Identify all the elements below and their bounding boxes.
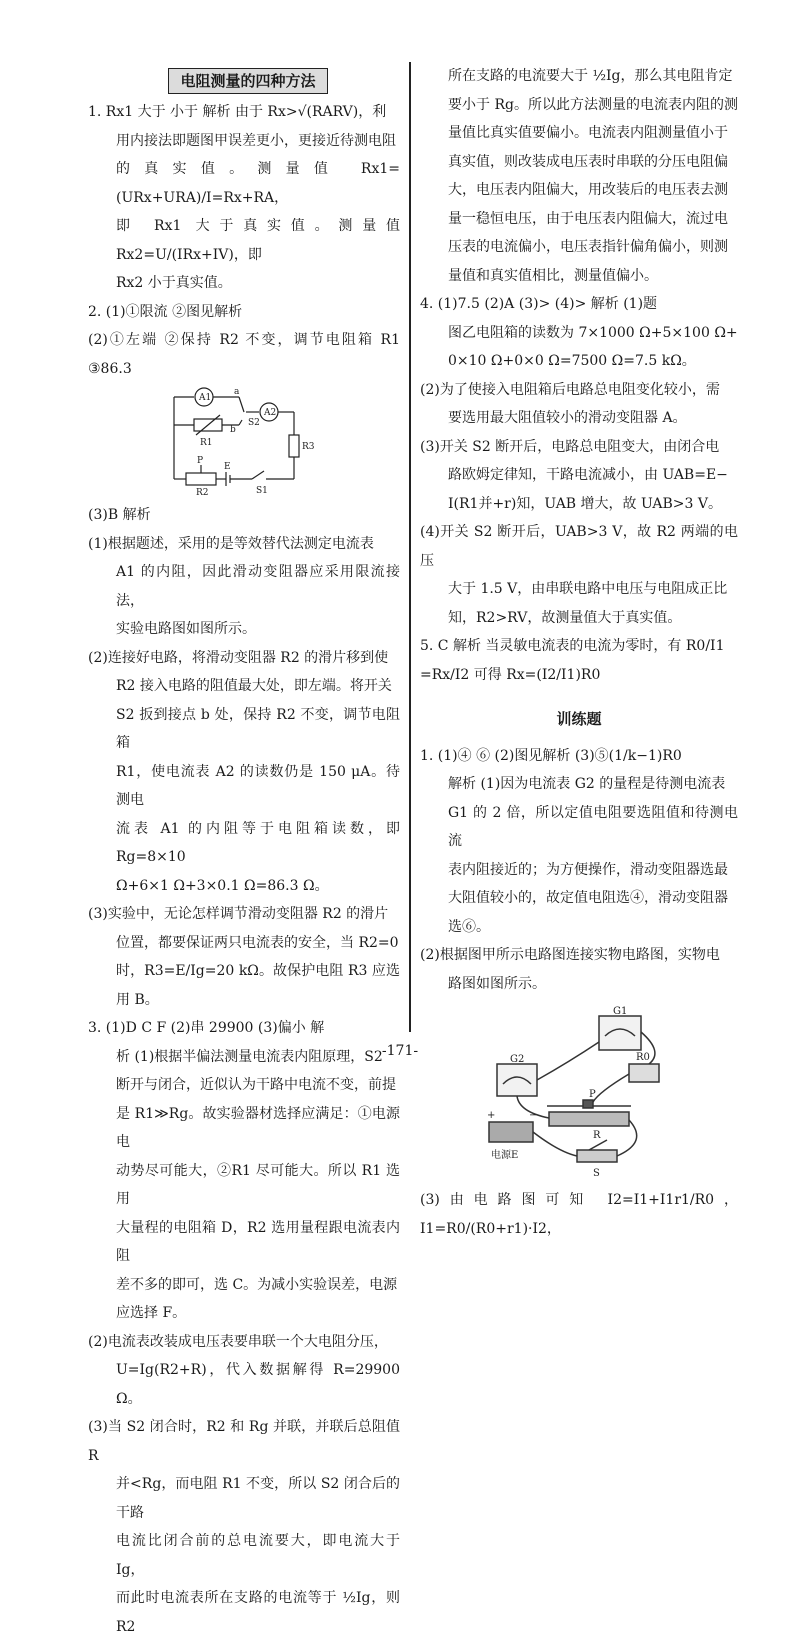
text-line: 压表的电流偏小，电压表指针偏角偏小，则测 [448, 239, 728, 255]
text-line: 要选用最大阻值较小的滑动变阻器 A。 [448, 410, 687, 426]
text-line: 差不多的即可，选 C。为减小实验误差，电源 [116, 1276, 398, 1293]
answer-3 [88, 1014, 400, 1641]
text-line: 量值比真实值要偏小。电流表内阻测量值小于 [448, 125, 728, 141]
text-line: (2)连接好电路，将滑动变阻器 R2 的滑片移到使 [88, 649, 389, 666]
text-line: 并<Rg，而电阻 R1 不变，所以 S2 闭合后的干路 [116, 1476, 400, 1521]
text-line: 大于 1.5 V，由串联电路中电压与电阻成正比 [448, 581, 728, 597]
resistor-r1-label: R1 [200, 438, 213, 448]
text-line: (3)由电路图可知 I2=I1+I1r1/R0，I1=R0/(R0+r1)·I2， [420, 1192, 738, 1237]
text-line: (2)根据图甲所示电路图连接实物电路图，实物电 [420, 947, 720, 963]
text-line: (2)为了使接入电阻箱后电路总电阻变化较小，需 [420, 381, 720, 398]
text-line: (1)根据题述，采用的是等效替代法测定电流表 [88, 535, 374, 552]
answer-4 [420, 290, 738, 632]
text-line: U=Ig(R2+R)，代入数据解得 R=29900 Ω。 [116, 1362, 400, 1407]
battery-e-label: E [224, 462, 231, 472]
text-line: 而此时电流表所在支路的电流等于 ½Ig，则 R2 [116, 1590, 400, 1635]
text-line: 0×10 Ω+0×0 Ω=7500 Ω=7.5 kΩ。 [448, 353, 696, 369]
text-line: 要小于 Rg。所以此方法测量的电流表内阻的测 [448, 96, 738, 113]
text-line: 电流比闭合前的总电流要大，即电流大于 Ig， [116, 1533, 400, 1578]
text-line: 选⑥。 [448, 918, 490, 935]
meter-g2-label: G2 [510, 1054, 525, 1065]
text-line: (3)开关 S2 断开后，电路总电阻变大，由闭合电 [420, 438, 720, 455]
answer-3-continued [420, 62, 738, 290]
answer-2 [88, 298, 400, 1015]
text-line: 5. C 解析 当灵敏电流表的电流为零时，有 R0/I1 [420, 638, 725, 654]
slider-p-label: P [589, 1089, 596, 1100]
text-line: Rx2 小于真实值。 [116, 275, 232, 291]
rheostat-r-label: R [593, 1130, 601, 1141]
text-line: 是 R1≫Rg。故实验器材选择应满足：①电源电 [116, 1105, 400, 1150]
text-line: 应选择 F。 [116, 1305, 187, 1321]
text-line: 量一稳恒电压，由于电压表内阻偏大，流过电 [448, 210, 728, 227]
text-line: 实验电路图如图所示。 [116, 621, 256, 637]
switch-s2-label: S2 [248, 418, 260, 428]
text-line: S2 扳到接点 b 处，保持 R2 不变，调节电阻箱 [116, 706, 400, 751]
ammeter-a2-label: A2 [264, 408, 277, 418]
text-line: 大阻值较小的，故定值电阻选④，滑动变阻器 [448, 890, 728, 906]
text-line: 真实值，则改装成电压表时串联的分压电阻偏 [448, 153, 728, 170]
resistor-r0-label: R0 [636, 1052, 650, 1063]
text-line: 位置，都要保证两只电流表的安全，当 R2=0 [116, 934, 399, 951]
column-divider [409, 62, 411, 1032]
text-line: 图乙电阻箱的读数为 7×1000 Ω+5×100 Ω+ [448, 324, 738, 341]
text-line: (3)实验中，无论怎样调节滑动变阻器 R2 的滑片 [88, 906, 389, 922]
text-line: G1 的 2 倍，所以定值电阻要选阻值和待测电流 [448, 804, 738, 849]
circuit-diagram [164, 387, 324, 497]
text-line: 3. (1)D C F (2)串 29900 (3)偏小 解 [88, 1020, 325, 1036]
text-line: 4. (1)7.5 (2)A (3)> (4)> 解析 (1)题 [420, 296, 658, 312]
text-line: Ω+6×1 Ω+3×0.1 Ω=86.3 Ω。 [116, 877, 329, 894]
training-answer-1 [420, 742, 738, 1244]
slider-p-label: P [197, 456, 204, 466]
training-section-title: 训练题 [556, 710, 602, 728]
text-line: 所在支路的电流要大于 ½Ig，那么其电阻肯定 [448, 68, 733, 84]
text-line: (3)当 S2 闭合时，R2 和 Rg 并联，并联后总阻值 R [88, 1419, 400, 1464]
text-line: (3)B 解析 [88, 507, 151, 523]
text-line: 动势尽可能大，②R1 尽可能大。所以 R1 选用 [116, 1162, 400, 1207]
text-line: 知，R2>RV，故测量值大于真实值。 [448, 609, 682, 626]
text-line: 2. (1)①限流 ②图见解析 [88, 303, 243, 320]
text-line: 用内接法即题图甲误差更小，更接近待测电阻 [116, 132, 396, 149]
right-column [420, 62, 738, 1243]
text-line: 表内阻接近的；为方便操作，滑动变阻器选最 [448, 861, 728, 878]
text-line: 时，R3=E/Ig=20 kΩ。故保护电阻 R3 应选用 B。 [116, 963, 400, 1008]
battery-plus-label: + [487, 1110, 496, 1121]
node-b-label: b [230, 425, 236, 435]
text-line: =Rx/I2 可得 Rx=(I2/I1)R0 [420, 666, 601, 683]
answer-1 [88, 98, 400, 298]
section-heading: 电阻测量的四种方法 [168, 68, 328, 94]
apparatus-figure [479, 1002, 679, 1182]
resistor-r3-label: R3 [302, 442, 315, 452]
text-line: (4)开关 S2 断开后，UAB>3 V，故 R2 两端的电压 [420, 524, 738, 569]
text-line: 路图如图所示。 [448, 975, 546, 992]
page-number: -171- [381, 1043, 419, 1059]
text-line: (2)①左端 ②保持 R2 不变，调节电阻箱 R1 ③86.3 [88, 332, 400, 377]
text-line: 大，电压表内阻偏大，用改装后的电压表去测 [448, 182, 728, 198]
battery-minus-label: − [529, 1110, 538, 1121]
resistor-r2-label: R2 [196, 488, 209, 497]
text-line: R2 接入电路的阻值最大处，即左端。将开关 [116, 678, 392, 694]
text-line: 大量程的电阻箱 D，R2 选用量程跟电流表内阻 [116, 1219, 400, 1264]
text-line: A1 的内阻，因此滑动变阻器应采用限流接法， [116, 564, 400, 609]
text-line: 即 Rx1 大于真实值。测量值 Rx2=U/(IRx+IV)，即 [116, 218, 400, 263]
left-column [88, 62, 400, 1641]
ammeter-a1-label: A1 [199, 393, 212, 403]
switch-s-label: S [593, 1168, 600, 1179]
text-line: 解析 (1)因为电流表 G2 的量程是待测电流表 [448, 776, 726, 792]
power-source-label: 电源E [491, 1150, 519, 1161]
node-a-label: a [234, 387, 240, 397]
answer-5 [420, 632, 738, 689]
text-line: 断开与闭合，近似认为干路中电流不变，前提 [116, 1077, 396, 1093]
text-line: 流表 A1 的内阻等于电阻箱读数，即 Rg=8×10 [116, 820, 400, 865]
text-line: (2)电流表改装成电压表要串联一个大电阻分压， [88, 1333, 388, 1350]
switch-s1-label: S1 [256, 486, 268, 496]
text-line: R1，使电流表 A2 的读数仍是 150 μA。待测电 [116, 763, 400, 808]
meter-g1-label: G1 [613, 1006, 628, 1017]
text-line: 1. Rx1 大于 小于 解析 由于 Rx>√(RARV)，利 [88, 104, 387, 120]
text-line: 路欧姆定律知，干路电流减小，由 UAB=E− [448, 467, 728, 483]
text-line: 析 (1)根据半偏法测量电流表内阻原理，S2 [116, 1048, 383, 1065]
text-line: 的真实值。测量值 Rx1=(URx+URA)/I=Rx+RA， [116, 161, 400, 206]
text-line: I(R1并+r)知，UAB 增大，故 UAB>3 V。 [448, 495, 722, 512]
text-line: 1. (1)④ ⑥ (2)图见解析 (3)⑤(1/k−1)R0 [420, 747, 682, 764]
text-line: 量值和真实值相比，测量值偏小。 [448, 267, 658, 284]
